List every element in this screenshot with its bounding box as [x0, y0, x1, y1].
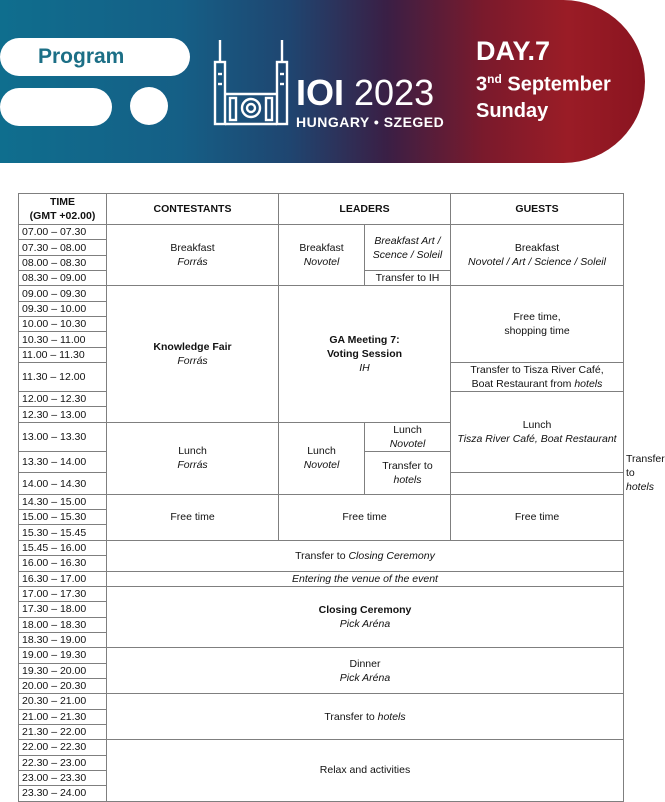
breakfast-leaders: Breakfast Novotel	[279, 225, 365, 286]
table-row	[19, 494, 624, 509]
time-cell: 18.00 – 18.30	[19, 617, 107, 632]
weekday-label: Sunday	[476, 100, 549, 122]
schedule-table	[18, 193, 665, 802]
time-cell: 12.00 – 12.30	[19, 392, 107, 407]
free-time-guests: Free time	[451, 494, 624, 540]
time-cell: 08.30 – 09.00	[19, 271, 107, 286]
col-leaders-header: LEADERS	[279, 194, 451, 225]
time-cell: 15.30 – 15.45	[19, 525, 107, 540]
breakfast-contestants: Breakfast Forrás	[107, 225, 279, 286]
table-row	[19, 694, 624, 709]
lunch-leaders-2-cell: Lunch Novotel	[365, 422, 451, 451]
free-time-leaders: Free time	[279, 494, 451, 540]
time-cell: 17.30 – 18.00	[19, 602, 107, 617]
breakfast-guests: Breakfast Novotel / Art / Science / Soleil	[451, 225, 624, 286]
time-cell: 17.00 – 17.30	[19, 586, 107, 601]
time-cell: 13.30 – 14.00	[19, 451, 107, 473]
table-row	[19, 586, 624, 601]
time-cell: 11.00 – 11.30	[19, 347, 107, 362]
table-row	[19, 648, 624, 663]
free-shopping-cell: Free time, shopping time	[451, 286, 624, 363]
time-cell: 19.30 – 20.00	[19, 663, 107, 678]
col-contestants-header: CONTESTANTS	[107, 194, 279, 225]
lunch-guests-cell: Lunch Tisza River Café, Boat Restaurant	[451, 392, 624, 473]
time-cell: 10.00 – 10.30	[19, 317, 107, 332]
time-cell: 07.00 – 07.30	[19, 225, 107, 240]
decorative-pill	[0, 88, 112, 126]
time-cell: 23.00 – 23.30	[19, 770, 107, 785]
lunch-contestants-cell: Lunch Forrás	[107, 422, 279, 494]
closing-ceremony-cell: Closing Ceremony Pick Aréna	[107, 586, 624, 647]
program-pill	[0, 38, 190, 76]
table-row	[19, 571, 624, 586]
time-cell: 14.30 – 15.00	[19, 494, 107, 509]
time-cell: 11.30 – 12.00	[19, 363, 107, 392]
transfer-tisza-cell: Transfer to Tisza River Café, Boat Restaurant from hotels	[451, 363, 624, 392]
time-cell: 19.00 – 19.30	[19, 648, 107, 663]
transfer-closing-cell: Transfer to Closing Ceremony	[107, 540, 624, 571]
time-cell: 20.30 – 21.00	[19, 694, 107, 709]
lunch-leaders-cell: Lunch Novotel	[279, 422, 365, 494]
date-label: 3nd September	[476, 72, 611, 96]
entering-venue-cell: Entering the venue of the event	[107, 571, 624, 586]
dinner-cell: Dinner Pick Aréna	[107, 648, 624, 694]
breakfast-art-leaders: Breakfast Art / Scence / Soleil	[365, 225, 451, 271]
time-cell: 09.00 – 09.30	[19, 286, 107, 301]
table-row	[19, 740, 624, 755]
time-cell: 09.30 – 10.00	[19, 301, 107, 316]
table-row	[19, 225, 624, 240]
time-cell: 22.30 – 23.00	[19, 755, 107, 770]
ga-meeting-cell: GA Meeting 7: Voting Session IH	[279, 286, 451, 422]
time-cell: 12.30 – 13.00	[19, 407, 107, 422]
time-cell: 20.00 – 20.30	[19, 678, 107, 693]
table-row	[19, 540, 624, 555]
decorative-dot	[130, 87, 168, 125]
time-cell: 21.30 – 22.00	[19, 724, 107, 739]
event-title: IOI 2023	[296, 72, 435, 113]
time-cell: 13.00 – 13.30	[19, 422, 107, 451]
transfer-ih-cell: Transfer to IH	[365, 271, 451, 286]
free-time-contestants: Free time	[107, 494, 279, 540]
col-time-header: TIME (GMT +02.00)	[19, 194, 107, 225]
transfer-hotels-leaders-cell: Transfer to hotels	[365, 451, 451, 494]
szeged-cathedral-logo-icon	[212, 38, 290, 130]
time-cell: 07.30 – 08.00	[19, 240, 107, 255]
transfer-hotels-cell: Transfer to hotels	[107, 694, 624, 740]
time-cell: 23.30 – 24.00	[19, 786, 107, 801]
table-header-row	[19, 194, 624, 225]
relax-cell: Relax and activities	[107, 740, 624, 801]
time-cell: 15.00 – 15.30	[19, 510, 107, 525]
time-cell: 21.00 – 21.30	[19, 709, 107, 724]
time-cell: 16.00 – 16.30	[19, 556, 107, 571]
time-cell: 10.30 – 11.00	[19, 332, 107, 347]
knowledge-fair-cell: Knowledge Fair Forrás	[107, 286, 279, 422]
table-row: 13.30 – 14.00 Transfer to hotels Transfer to hotels	[19, 451, 624, 473]
time-cell: 22.00 – 22.30	[19, 740, 107, 755]
event-subtitle: HUNGARY • SZEGED	[296, 114, 445, 130]
col-guests-header: GUESTS	[451, 194, 624, 225]
day-label: DAY.7	[476, 36, 551, 66]
header-banner	[0, 0, 645, 163]
time-cell: 18.30 – 19.00	[19, 632, 107, 647]
program-label: Program	[38, 45, 125, 68]
time-cell: 16.30 – 17.00	[19, 571, 107, 586]
table-row	[19, 286, 624, 301]
time-cell: 14.00 – 14.30	[19, 473, 107, 495]
time-cell: 08.00 – 08.30	[19, 255, 107, 270]
time-cell: 15.45 – 16.00	[19, 540, 107, 555]
